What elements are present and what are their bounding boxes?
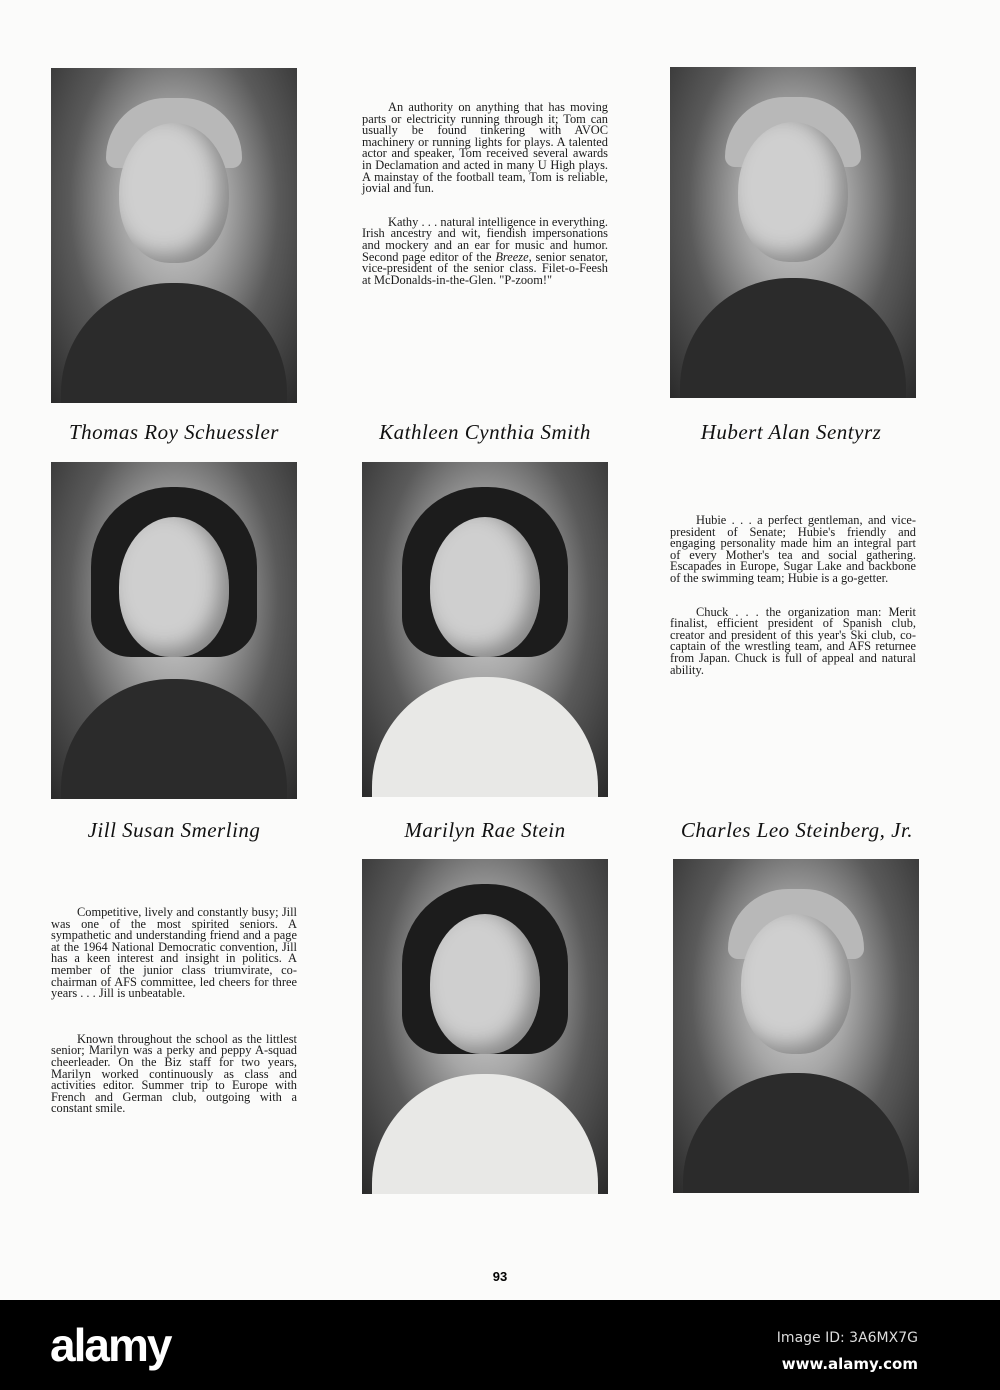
student-name: Charles Leo Steinberg, Jr. <box>680 818 914 842</box>
bio-kathy: Kathy . . . natural intelligence in everything. Irish ancestry and wit, fiendish impersonations and mockery and an ear for music and humor. Second page editor of the Breeze, senior senator, vice-president of the senior class. Filet-o-Feesh at McDonalds-in-the-Glen. "P-zoom!" <box>362 214 609 287</box>
portrait-kathleen-smith <box>362 859 608 1194</box>
bio-column-left <box>51 907 297 1137</box>
bio-jill: Competitive, lively and constantly busy; Jill was one of the most spirited seniors. A sympathetic and understanding friend and a page at the 1964 National Democratic convention, Jill has a keen interest and insight in politics. A member of the junior class triumvirate, co-chairman of AFS committee, led cheers for three years . . . Jill is unbeatable. <box>51 905 297 1001</box>
watermark-banner <box>0 1300 1000 1390</box>
student-name: Thomas Roy Schuessler <box>69 420 279 444</box>
student-name: Hubert Alan Sentyrz <box>700 420 882 444</box>
alamy-logo: alamy <box>50 1319 171 1371</box>
student-name: Kathleen Cynthia Smith <box>379 420 591 444</box>
bio-tom: An authority on anything that has moving parts or electricity running through it; Tom can usually be found tinkering with AVOC machinery or running lights for plays. A talented actor and speaker, Tom received several awards in Declamation and acted in many U High plays. A mainstay of the football team, Tom is reliable, jovial and fun. <box>362 100 608 196</box>
bio-column-right <box>670 515 916 698</box>
portrait-jill-smerling <box>51 462 297 799</box>
bio-chuck: Chuck . . . the organization man: Merit finalist, efficient president of Spanish club, creator and president of this year's Ski club, co-captain of the wrestling team, and AFS returnee from Japan. Chuck is full of appeal and natural ability. <box>670 604 916 677</box>
site-url: www.alamy.com <box>781 1355 918 1373</box>
student-name: Marilyn Rae Stein <box>404 818 566 842</box>
portrait-hubert-sentyrz <box>670 67 916 398</box>
portrait-thomas-schuessler <box>51 68 297 403</box>
bio-hubie: Hubie . . . a perfect gentleman, and vice-president of Senate; Hubie's friendly and engaging personality made him an integral part of every Mother's tea and social gathering. Escapades in Europe, Sugar Lake and backbone of the swimming team; Hubie is a go-getter. <box>670 513 916 585</box>
bio-marilyn: Known throughout the school as the littlest senior; Marilyn was a perky and peppy A-squad cheerleader. On the Biz staff for two years, Marilyn worked continuously as class and activities editor. Summer trip to Europe with French and German club, outgoing with a constant smile. <box>51 1031 297 1116</box>
bio-column-top <box>362 102 608 308</box>
image-id: Image ID: 3A6MX7G <box>776 1330 918 1346</box>
student-name: Jill Susan Smerling <box>87 818 261 842</box>
portrait-marilyn-stein <box>362 462 608 797</box>
page-number: 93 <box>492 1269 508 1284</box>
portrait-charles-steinberg <box>673 859 919 1193</box>
